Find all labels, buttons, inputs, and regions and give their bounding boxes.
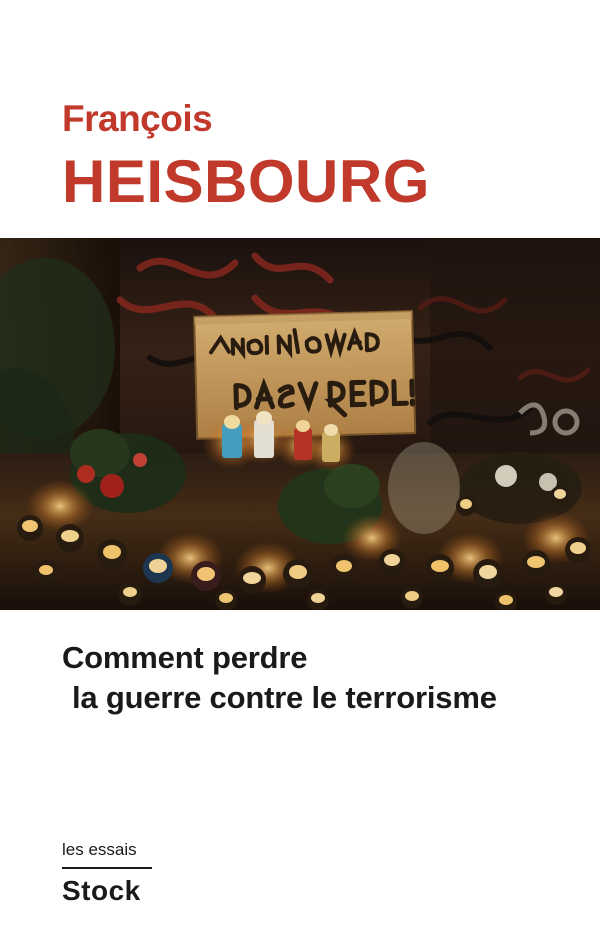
- publisher-divider: [62, 867, 152, 869]
- author-last-name: HEISBOURG: [62, 148, 430, 215]
- collection-name: les essais: [62, 840, 137, 859]
- publisher-name: Stock: [62, 875, 141, 907]
- title-line-2: la guerre contre le terrorisme: [72, 680, 497, 715]
- cover-photograph: [0, 238, 600, 610]
- memorial-photo-illustration: [0, 238, 600, 610]
- title-line-1: Comment perdre: [62, 640, 308, 675]
- author-first-name: François: [62, 98, 213, 139]
- title-block: [0, 610, 600, 790]
- publisher-block: [62, 840, 362, 905]
- author-block: [0, 0, 600, 238]
